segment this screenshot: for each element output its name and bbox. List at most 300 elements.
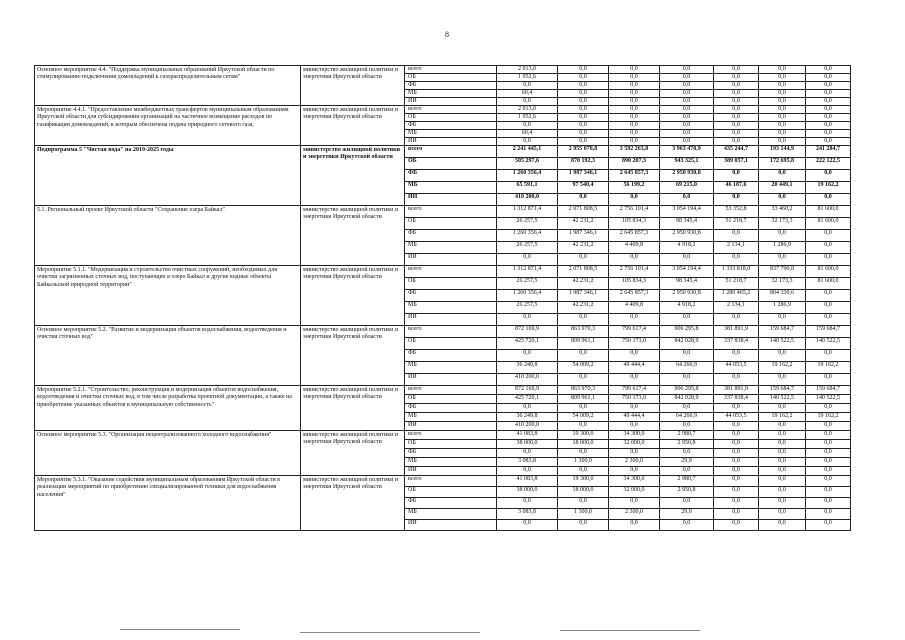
amount-cell: 0,0 [806, 509, 851, 520]
amount-cell: 0,0 [558, 66, 609, 74]
funding-source: ОБ [405, 218, 497, 230]
funding-source: ИИ [405, 254, 497, 266]
amount-cell: 0,0 [558, 314, 609, 326]
amount-cell: 0,0 [759, 509, 806, 520]
amount-cell: 4 409,8 [609, 302, 660, 314]
amount-cell: 0,0 [714, 440, 759, 449]
amount-cell: 2 645 857,3 [609, 230, 660, 242]
amount-cell: 0,0 [558, 374, 609, 386]
amount-cell: 0,0 [714, 74, 759, 82]
amount-cell: 0,0 [609, 90, 660, 98]
amount-cell: 0,0 [660, 138, 714, 146]
amount-cell: 2 645 857,3 [609, 290, 660, 302]
amount-cell: 0,0 [759, 114, 806, 122]
amount-cell: 0,0 [558, 194, 609, 206]
funding-source: ФБ [405, 82, 497, 90]
measure-name: Мероприятие 5.3.1. "Оказание содействия муниципальным образованиям Иркутской области в реализации мероприятий по приобретению специализированной техники для водоснабжения населения" [35, 476, 301, 531]
funding-source: всего [405, 431, 497, 440]
funding-source: всего [405, 206, 497, 218]
amount-cell: 0,0 [714, 114, 759, 122]
responsible-executor: министерство жилищной политики и энергетики Иркутской области [301, 386, 405, 431]
amount-cell: 36 249,8 [497, 362, 558, 374]
scan-artifact-line [120, 629, 240, 630]
amount-cell: 26 257,5 [497, 302, 558, 314]
amount-cell: 19 162,2 [759, 362, 806, 374]
funding-source: ИИ [405, 194, 497, 206]
amount-cell: 0,0 [806, 476, 851, 487]
funding-source: всего [405, 66, 497, 74]
amount-cell: 837 790,8 [759, 266, 806, 278]
amount-cell: 2 645 857,3 [609, 170, 660, 182]
funding-source: всего [405, 476, 497, 487]
amount-cell: 33 460,2 [759, 206, 806, 218]
amount-cell: 0,0 [759, 404, 806, 413]
amount-cell: 0,0 [714, 498, 759, 509]
amount-cell: 0,0 [609, 74, 660, 82]
measure-name: Основное мероприятие 5.3. "Организация нецентрализованного холодного водоснабжения" [35, 431, 301, 476]
amount-cell: 0,0 [759, 170, 806, 182]
amount-cell: 41 083,8 [497, 476, 558, 487]
amount-cell: 2 013,0 [497, 106, 558, 114]
funding-source: всего [405, 326, 497, 338]
amount-cell: 0,0 [806, 422, 851, 431]
amount-cell: 0,0 [609, 138, 660, 146]
amount-cell: 98 345,4 [660, 218, 714, 230]
measure-name: 5.1. Региональный проект Иркутской области "Сохранение озера Байкал" [35, 206, 301, 266]
funding-source: МБ [405, 130, 497, 138]
amount-cell: 0,0 [759, 422, 806, 431]
amount-cell: 81 600,0 [806, 218, 851, 230]
amount-cell: 0,0 [759, 98, 806, 106]
amount-cell: 140 522,5 [806, 338, 851, 350]
amount-cell: 0,0 [714, 170, 759, 182]
funding-source: ФБ [405, 350, 497, 362]
amount-cell: 49 444,4 [609, 362, 660, 374]
amount-cell: 1 952,6 [497, 74, 558, 82]
amount-cell: 0,0 [806, 66, 851, 74]
amount-cell: 81 600,0 [806, 266, 851, 278]
amount-cell: 0,0 [660, 130, 714, 138]
amount-cell: 54 009,2 [558, 413, 609, 422]
amount-cell: 0,0 [609, 82, 660, 90]
amount-cell: 19 162,2 [759, 413, 806, 422]
amount-cell: 0,0 [714, 314, 759, 326]
amount-cell: 159 684,7 [806, 386, 851, 395]
amount-cell: 381 891,9 [714, 326, 759, 338]
amount-cell: 0,0 [660, 404, 714, 413]
amount-cell: 0,0 [806, 487, 851, 498]
amount-cell: 3 083,8 [497, 458, 558, 467]
amount-cell: 60,4 [497, 90, 558, 98]
measure-name: Основное мероприятие 5.2. "Развитие и модернизация объектов водоснабжения, водоотведения и очистки сточных вод" [35, 326, 301, 386]
table-row [35, 206, 851, 218]
amount-cell: 0,0 [558, 122, 609, 130]
amount-cell: 159 684,7 [806, 326, 851, 338]
amount-cell: 0,0 [806, 194, 851, 206]
amount-cell: 241 284,7 [806, 146, 851, 158]
funding-source: МБ [405, 302, 497, 314]
amount-cell: 4 918,2 [660, 242, 714, 254]
amount-cell: 2 134,1 [714, 302, 759, 314]
funding-source: ОБ [405, 278, 497, 290]
amount-cell: 0,0 [558, 82, 609, 90]
amount-cell: 1 260 356,4 [497, 170, 558, 182]
amount-cell: 4 409,8 [609, 242, 660, 254]
amount-cell: 0,0 [806, 374, 851, 386]
amount-cell: 140 522,5 [759, 338, 806, 350]
amount-cell: 97 540,4 [558, 182, 609, 194]
amount-cell: 0,0 [660, 498, 714, 509]
amount-cell: 159 684,7 [759, 326, 806, 338]
amount-cell: 2 013,0 [497, 66, 558, 74]
amount-cell: 51 218,7 [714, 278, 759, 290]
amount-cell: 0,0 [806, 98, 851, 106]
amount-cell: 0,0 [497, 449, 558, 458]
amount-cell: 26 257,5 [497, 278, 558, 290]
amount-cell: 0,0 [806, 74, 851, 82]
amount-cell: 2 950 930,8 [660, 230, 714, 242]
scan-artifact-line [300, 632, 480, 633]
amount-cell: 2 980,7 [660, 431, 714, 440]
amount-cell: 1 987 346,1 [558, 230, 609, 242]
amount-cell: 81 600,0 [806, 278, 851, 290]
amount-cell: 0,0 [759, 254, 806, 266]
amount-cell: 872 169,9 [497, 386, 558, 395]
page-number: 8 [445, 30, 449, 39]
amount-cell: 872 169,9 [497, 326, 558, 338]
table-row [35, 431, 851, 440]
amount-cell: 804 330,6 [759, 290, 806, 302]
amount-cell: 410 200,0 [497, 422, 558, 431]
amount-cell: 222 122,5 [806, 158, 851, 170]
amount-cell: 0,0 [714, 449, 759, 458]
amount-cell: 0,0 [806, 82, 851, 90]
amount-cell: 0,0 [759, 66, 806, 74]
amount-cell: 32 173,3 [759, 218, 806, 230]
table-row [35, 326, 851, 338]
amount-cell: 410 200,0 [497, 374, 558, 386]
amount-cell: 0,0 [759, 314, 806, 326]
responsible-executor: министерство жилищной политики и энергетики Иркутской области [301, 146, 405, 206]
amount-cell: 1 260 356,4 [497, 230, 558, 242]
amount-cell: 3 963 470,9 [660, 146, 714, 158]
amount-cell: 0,0 [558, 130, 609, 138]
amount-cell: 0,0 [497, 350, 558, 362]
amount-cell: 2 950 930,8 [660, 290, 714, 302]
amount-cell: 0,0 [806, 440, 851, 449]
amount-cell: 0,0 [806, 467, 851, 476]
amount-cell: 0,0 [609, 194, 660, 206]
amount-cell: 0,0 [714, 458, 759, 467]
amount-cell: 2 955 078,8 [558, 146, 609, 158]
amount-cell: 381 891,9 [714, 386, 759, 395]
table-row [35, 66, 851, 74]
responsible-executor: министерство жилищной политики и энергетики Иркутской области [301, 206, 405, 266]
amount-cell: 140 522,5 [806, 395, 851, 404]
amount-cell: 0,0 [759, 90, 806, 98]
amount-cell: 0,0 [806, 350, 851, 362]
amount-cell: 799 617,4 [609, 386, 660, 395]
funding-source: ОБ [405, 395, 497, 404]
amount-cell: 337 838,4 [714, 395, 759, 404]
amount-cell: 26 257,5 [497, 218, 558, 230]
amount-cell: 842 028,9 [660, 395, 714, 404]
amount-cell: 0,0 [759, 130, 806, 138]
funding-source: ФБ [405, 404, 497, 413]
funding-source: МБ [405, 362, 497, 374]
amount-cell: 863 970,3 [558, 386, 609, 395]
table-row [35, 386, 851, 395]
amount-cell: 0,0 [558, 498, 609, 509]
amount-cell: 425 720,1 [497, 338, 558, 350]
amount-cell: 0,0 [497, 314, 558, 326]
amount-cell: 0,0 [660, 114, 714, 122]
amount-cell: 0,0 [806, 230, 851, 242]
amount-cell: 2 980,7 [660, 476, 714, 487]
amount-cell: 159 684,7 [759, 386, 806, 395]
amount-cell: 193 144,9 [759, 146, 806, 158]
amount-cell: 0,0 [759, 467, 806, 476]
amount-cell: 0,0 [806, 138, 851, 146]
table-row [35, 106, 851, 114]
amount-cell: 49 444,4 [609, 413, 660, 422]
amount-cell: 32 000,0 [609, 440, 660, 449]
amount-cell: 0,0 [759, 74, 806, 82]
amount-cell: 2 950,8 [660, 440, 714, 449]
amount-cell: 0,0 [714, 194, 759, 206]
amount-cell: 0,0 [660, 194, 714, 206]
responsible-executor: министерство жилищной политики и энергетики Иркутской области [301, 476, 405, 531]
amount-cell: 2 300,0 [609, 458, 660, 467]
amount-cell: 0,0 [609, 254, 660, 266]
amount-cell: 2 071 808,5 [558, 206, 609, 218]
amount-cell: 750 173,0 [609, 395, 660, 404]
amount-cell: 1 300,0 [558, 509, 609, 520]
amount-cell: 2 300,0 [609, 509, 660, 520]
amount-cell: 0,0 [714, 487, 759, 498]
amount-cell: 56 199,2 [609, 182, 660, 194]
amount-cell: 53 352,8 [714, 206, 759, 218]
amount-cell: 0,0 [806, 170, 851, 182]
funding-source: ФБ [405, 498, 497, 509]
funding-source: ОБ [405, 440, 497, 449]
funding-source: ФБ [405, 449, 497, 458]
funding-source: ИИ [405, 374, 497, 386]
amount-cell: 0,0 [759, 498, 806, 509]
amount-cell: 0,0 [609, 449, 660, 458]
funding-source: всего [405, 146, 497, 158]
amount-cell: 0,0 [759, 476, 806, 487]
table-row [35, 266, 851, 278]
amount-cell: 890 207,3 [609, 158, 660, 170]
amount-cell: 0,0 [759, 440, 806, 449]
amount-cell: 20 449,1 [759, 182, 806, 194]
amount-cell: 42 231,2 [558, 242, 609, 254]
amount-cell: 750 173,0 [609, 338, 660, 350]
amount-cell: 105 834,3 [609, 278, 660, 290]
amount-cell: 0,0 [558, 74, 609, 82]
amount-cell: 0,0 [714, 431, 759, 440]
measure-name: Мероприятие 5.1.1. "Модернизация и строительство очистных сооружений, необходимых для очистки загрязненных сточных вод, поступающих в озеро Байкал и другие водные объекты Байкальской природной территории" [35, 266, 301, 326]
amount-cell: 0,0 [714, 467, 759, 476]
amount-cell: 863 970,3 [558, 326, 609, 338]
funding-source: ИИ [405, 314, 497, 326]
amount-cell: 0,0 [558, 449, 609, 458]
amount-cell: 0,0 [759, 520, 806, 531]
amount-cell: 1 952,6 [497, 114, 558, 122]
amount-cell: 410 200,0 [497, 194, 558, 206]
amount-cell: 1 286,9 [759, 302, 806, 314]
amount-cell: 19 300,0 [558, 476, 609, 487]
funding-source: МБ [405, 413, 497, 422]
measure-name: Основное мероприятие 4.4. "Поддержка муниципальных образований Иркутской области по стимулированию подключения домовладений к газораспределительным сетям" [35, 66, 301, 106]
amount-cell: 0,0 [660, 106, 714, 114]
amount-cell: 2 071 808,5 [558, 266, 609, 278]
amount-cell: 0,0 [660, 520, 714, 531]
amount-cell: 0,0 [660, 254, 714, 266]
funding-source: МБ [405, 458, 497, 467]
amount-cell: 34 300,0 [609, 431, 660, 440]
amount-cell: 1 300,0 [558, 458, 609, 467]
amount-cell: 19 162,2 [806, 182, 851, 194]
amount-cell: 809 961,1 [558, 338, 609, 350]
amount-cell: 0,0 [714, 138, 759, 146]
amount-cell: 0,0 [806, 302, 851, 314]
amount-cell: 2 950 930,8 [660, 170, 714, 182]
amount-cell: 3 592 263,8 [609, 146, 660, 158]
amount-cell: 41 083,8 [497, 431, 558, 440]
amount-cell: 32 173,3 [759, 278, 806, 290]
amount-cell: 0,0 [714, 130, 759, 138]
amount-cell: 4 918,2 [660, 302, 714, 314]
amount-cell: 1 260 356,4 [497, 290, 558, 302]
amount-cell: 0,0 [806, 498, 851, 509]
amount-cell: 29,9 [660, 509, 714, 520]
amount-cell: 0,0 [497, 498, 558, 509]
amount-cell: 943 325,1 [660, 158, 714, 170]
amount-cell: 0,0 [759, 138, 806, 146]
funding-source: МБ [405, 182, 497, 194]
amount-cell: 0,0 [806, 520, 851, 531]
amount-cell: 0,0 [759, 230, 806, 242]
amount-cell: 0,0 [609, 498, 660, 509]
funding-source: ИИ [405, 98, 497, 106]
scan-artifact-line [560, 630, 700, 631]
amount-cell: 38 000,0 [497, 440, 558, 449]
amount-cell: 0,0 [497, 82, 558, 90]
measure-name: Мероприятие 4.4.1. "Предоставление межбюджетных трансфертов муниципальным образованиям Иркутской области для субсидирования организаций на частичное возмещение расходов по газификации домовладений, к которым обеспечена подача природного сетевого газа, [35, 106, 301, 146]
amount-cell: 0,0 [660, 374, 714, 386]
amount-cell: 0,0 [806, 290, 851, 302]
amount-cell: 0,0 [497, 467, 558, 476]
amount-cell: 38 000,0 [497, 487, 558, 498]
funding-source: ОБ [405, 487, 497, 498]
funding-source: ФБ [405, 122, 497, 130]
amount-cell: 42 231,2 [558, 218, 609, 230]
amount-cell: 0,0 [497, 520, 558, 531]
amount-cell: 3 083,8 [497, 509, 558, 520]
funding-source: МБ [405, 90, 497, 98]
funding-source: ОБ [405, 338, 497, 350]
amount-cell: 0,0 [806, 122, 851, 130]
amount-cell: 140 522,5 [759, 395, 806, 404]
amount-cell: 0,0 [660, 122, 714, 130]
amount-cell: 0,0 [714, 82, 759, 90]
amount-cell: 69 215,0 [660, 182, 714, 194]
amount-cell: 1 280 465,2 [714, 290, 759, 302]
amount-cell: 98 345,4 [660, 278, 714, 290]
amount-cell: 505 297,6 [497, 158, 558, 170]
amount-cell: 0,0 [660, 314, 714, 326]
amount-cell: 0,0 [806, 242, 851, 254]
responsible-executor: министерство жилищной политики и энергетики Иркутской области [301, 326, 405, 386]
amount-cell: 0,0 [759, 374, 806, 386]
amount-cell: 2 241 445,1 [497, 146, 558, 158]
amount-cell: 0,0 [558, 254, 609, 266]
amount-cell: 1 987 346,1 [558, 170, 609, 182]
amount-cell: 46 187,6 [714, 182, 759, 194]
amount-cell: 36 249,8 [497, 413, 558, 422]
measure-name: Подпрограмма 5 "Чистая вода" на 2019-2025 годы [35, 146, 301, 206]
amount-cell: 2 950,8 [660, 487, 714, 498]
funding-source: ИИ [405, 467, 497, 476]
amount-cell: 0,0 [759, 431, 806, 440]
amount-cell: 0,0 [660, 467, 714, 476]
funding-source: всего [405, 266, 497, 278]
amount-cell: 64 266,9 [660, 413, 714, 422]
amount-cell: 18 000,0 [558, 440, 609, 449]
amount-cell: 0,0 [714, 509, 759, 520]
amount-cell: 1 333 818,0 [714, 266, 759, 278]
amount-cell: 0,0 [609, 66, 660, 74]
amount-cell: 0,0 [660, 66, 714, 74]
amount-cell: 0,0 [714, 350, 759, 362]
amount-cell: 0,0 [558, 138, 609, 146]
amount-cell: 0,0 [558, 520, 609, 531]
amount-cell: 0,0 [714, 422, 759, 431]
amount-cell: 0,0 [759, 106, 806, 114]
amount-cell: 0,0 [497, 254, 558, 266]
amount-cell: 0,0 [759, 449, 806, 458]
amount-cell: 1 286,9 [759, 242, 806, 254]
amount-cell: 0,0 [558, 467, 609, 476]
amount-cell: 0,0 [714, 404, 759, 413]
amount-cell: 29,9 [660, 458, 714, 467]
amount-cell: 0,0 [714, 90, 759, 98]
amount-cell: 0,0 [806, 106, 851, 114]
amount-cell: 0,0 [609, 122, 660, 130]
amount-cell: 425 720,1 [497, 395, 558, 404]
amount-cell: 0,0 [497, 98, 558, 106]
amount-cell: 3 054 194,4 [660, 206, 714, 218]
amount-cell: 0,0 [558, 98, 609, 106]
amount-cell: 0,0 [558, 422, 609, 431]
amount-cell: 337 838,4 [714, 338, 759, 350]
amount-cell: 906 295,8 [660, 386, 714, 395]
funding-source: МБ [405, 509, 497, 520]
amount-cell: 0,0 [714, 122, 759, 130]
responsible-executor: министерство жилищной политики и энергетики Иркутской области [301, 431, 405, 476]
amount-cell: 34 300,0 [609, 476, 660, 487]
amount-cell: 0,0 [714, 374, 759, 386]
responsible-executor: министерство жилищной политики и энергетики Иркутской области [301, 266, 405, 326]
amount-cell: 0,0 [714, 106, 759, 114]
amount-cell: 3 054 194,4 [660, 266, 714, 278]
amount-cell: 0,0 [609, 404, 660, 413]
amount-cell: 42 231,2 [558, 278, 609, 290]
amount-cell: 0,0 [660, 422, 714, 431]
amount-cell: 32 000,0 [609, 487, 660, 498]
